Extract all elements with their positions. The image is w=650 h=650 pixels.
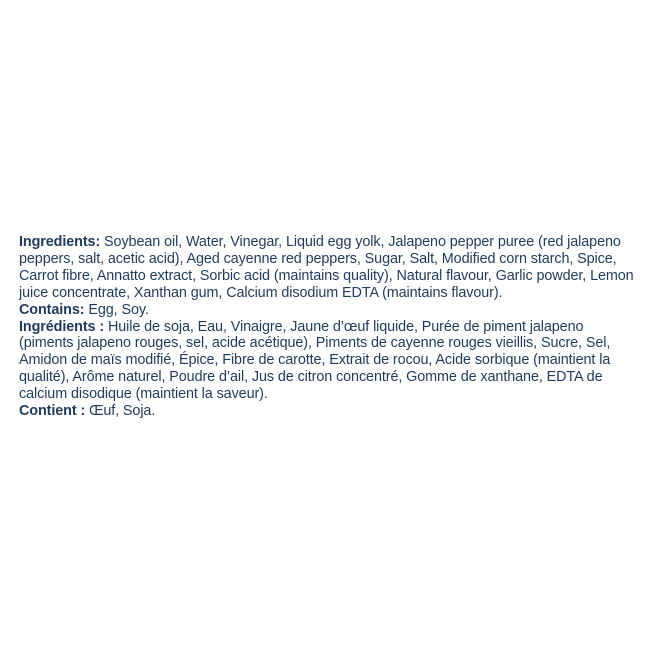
english-ingredients-heading: Ingredients: (19, 234, 101, 250)
french-ingredients-list: Huile de soja, Eau, Vinaigre, Jaune d’œuf liquide, Purée de piment jalapeno (piments jalapeno rouges, sel, acide acétique), Piments de cayenne rouges vieillis, Sucre, Sel, Amidon de maïs modifié, Épice, Fibre de carotte, Extrait de rocou, Acide sorbique (maintient la qualité), Arôme naturel, Poudre d’ail, Jus de citron concentré, Gomme de xanthane, EDTA de calcium disodique (maintient la saveur). (19, 318, 611, 403)
french-contains-paragraph (19, 403, 639, 420)
french-allergens-list: Œuf, Soja. (85, 403, 156, 420)
english-ingredients-list: Soybean oil, Water, Vinegar, Liquid egg yolk, Jalapeno pepper puree (red jalapeno peppers, salt, acetic acid), Aged cayenne red peppers, Sugar, Salt, Modified corn starch, Spice, Carrot fibre, Annatto extract, Sorbic acid (maintains quality), Natural flavour, Garlic powder, Lemon juice concentrate, Xanthan gum, Calcium disodium EDTA (maintains flavour). (19, 234, 634, 301)
french-ingredients-heading: Ingrédients : (19, 318, 105, 335)
english-contains-paragraph (19, 302, 639, 319)
english-contains-heading: Contains: (19, 301, 85, 318)
french-ingredients-paragraph (19, 319, 639, 404)
english-ingredients-paragraph (19, 234, 639, 302)
english-allergens-list: Egg, Soy. (84, 301, 149, 318)
french-contains-heading: Contient : (19, 403, 86, 420)
ingredient-label (19, 234, 639, 420)
